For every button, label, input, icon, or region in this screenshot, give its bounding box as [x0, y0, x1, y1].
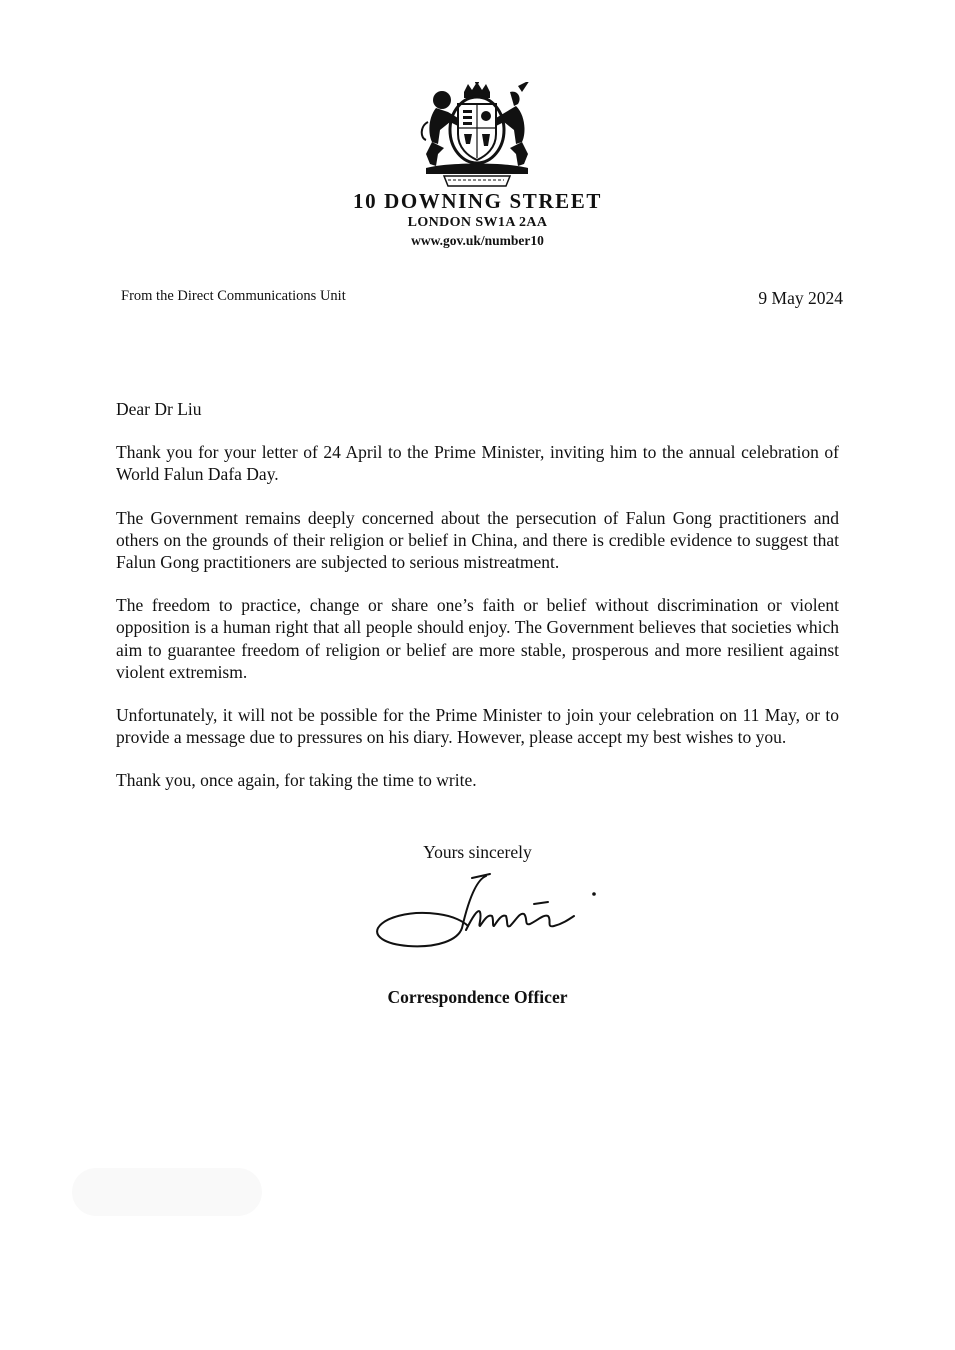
salutation: Dear Dr Liu — [116, 399, 202, 419]
closing-line: Yours sincerely — [423, 842, 532, 862]
letterhead-address — [0, 188, 955, 250]
paragraph-2: The Government remains deeply concerned about the persecution of Falun Gong practitioners and others on the grounds of their religion or belief in China, and there is credible evidence to suggest that Falun Gong practitioners are subjected to serious mistreatment. — [116, 507, 839, 573]
paragraph-1: Thank you for your letter of 24 April to the Prime Minister, inviting him to the annual celebration of World Falun Dafa Day. — [116, 442, 839, 485]
letter-date: 9 May 2024 — [758, 288, 843, 308]
signatory-title: Correspondence Officer — [387, 987, 568, 1007]
letter-body — [116, 398, 839, 813]
royal-coat-of-arms-icon — [418, 82, 536, 192]
letterhead-website: www.gov.uk/number10 — [411, 233, 544, 248]
paragraph-3: The freedom to practice, change or share one’s faith or belief without discrimination or violent opposition is a human right that all people should enjoy. The Government believes that societies which aim to guarantee freedom of religion or belief are more stable, prosperous and more resilient against violent extremism. — [116, 595, 839, 682]
letterhead-street: 10 DOWNING STREET — [353, 189, 602, 213]
paragraph-4: Unfortunately, it will not be possible for the Prime Minister to join your celebration on 11 May, or to provide a message due to pressures on his diary. However, please accept my best wishes to you. — [116, 705, 839, 748]
sender-unit: From the Direct Communications Unit — [121, 288, 346, 304]
handwritten-signature — [368, 868, 608, 950]
scan-smudge — [72, 1168, 262, 1216]
paragraph-5: Thank you, once again, for taking the time to write. — [116, 770, 477, 791]
letterhead-city: LONDON SW1A 2AA — [407, 215, 548, 230]
